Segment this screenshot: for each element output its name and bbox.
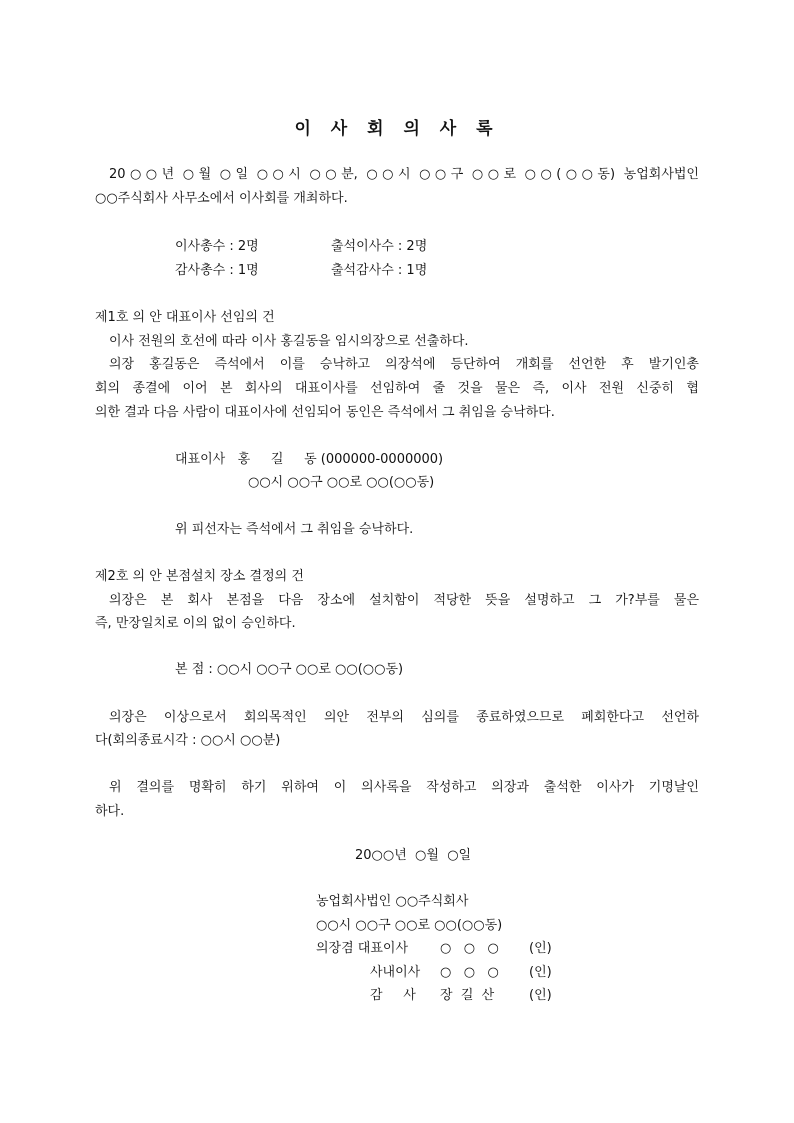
auditors-present: 출석감사수 : 1명 [331, 263, 428, 278]
document-title: 이 사 회 의 사 록 [294, 119, 500, 139]
auditor-role: 감 사 [370, 988, 416, 1003]
agenda1-paragraph-2-line-3: 의한 결과 다음 사람이 대표이사에 선임되어 동인은 즉석에서 그 취임을 승낙하다. [95, 405, 555, 420]
closing-line-2: 다(회의종료시각 : ○○시 ○○분) [95, 733, 281, 748]
headquarters-address: 본 점 : ○○시 ○○구 ○○로 ○○(○○동) [175, 662, 404, 677]
director-role: 사내이사 [370, 965, 421, 980]
agenda2-paragraph-line-1: 의장은 본 회사 본점을 다음 장소에 설치함이 적당한 뜻을 설명하고 그 가?부를 물은 [109, 593, 699, 608]
appointee-line: 대표이사 홍 길 동 (000000-0000000) [175, 452, 444, 467]
intro-line-1: 20○○년 ○월 ○일 ○○시 ○○분, ○○시 ○○구 ○○로 ○○(○○동) 농업회사법인 [109, 167, 699, 182]
agenda2-paragraph-line-2: 즉, 만장일치로 이의 없이 승인하다. [95, 616, 296, 631]
auditor-seal: (인) [529, 988, 552, 1003]
agenda1-paragraph-2-line-2: 회의 종결에 이어 본 회사의 대표이사를 선임하여 줄 것을 물은 즉, 이사 전원 신중히 협 [95, 381, 699, 396]
auditors-total: 감사총수 : 1명 [175, 263, 259, 278]
company-address: ○○시 ○○구 ○○로 ○○(○○동) [316, 918, 503, 933]
agenda1-paragraph-1: 이사 전원의 호선에 따라 이사 홍길동을 임시의장으로 선출하다. [109, 334, 469, 349]
directors-present: 출석이사수 : 2명 [331, 239, 428, 254]
auditor-name: 장 길 산 [440, 988, 495, 1003]
agenda1-heading: 제1호 의 안 대표이사 선임의 건 [95, 310, 275, 325]
agenda2-heading: 제2호 의 안 본점설치 장소 결정의 건 [95, 569, 304, 584]
chair-seal: (인) [529, 941, 552, 956]
closing-line-1: 의장은 이상으로서 회의목적인 의안 전부의 심의를 종료하였으므로 폐회한다고 선언하 [109, 710, 699, 725]
company-name: 농업회사법인 ○○주식회사 [316, 894, 469, 909]
appointee-address: ○○시 ○○구 ○○로 ○○(○○동) [248, 475, 435, 490]
acceptance-text: 위 피선자는 즉석에서 그 취임을 승낙하다. [175, 522, 414, 537]
chair-role: 의장겸 대표이사 [316, 941, 409, 956]
minutes-date: 20○○년 ○월 ○일 [355, 848, 472, 863]
director-seal: (인) [529, 965, 552, 980]
resolution-line-1: 위 결의를 명확히 하기 위하여 이 의사록을 작성하고 의장과 출석한 이사가 기명날인 [109, 780, 699, 795]
directors-total: 이사총수 : 2명 [175, 239, 259, 254]
resolution-line-2: 하다. [95, 804, 125, 819]
director-name: ○ ○ ○ [440, 965, 499, 980]
chair-name: ○ ○ ○ [440, 941, 499, 956]
agenda1-paragraph-2-line-1: 의장 홍길동은 즉석에서 이를 승낙하고 의장석에 등단하여 개회를 선언한 후 발기인총 [109, 357, 699, 372]
intro-line-2: ○○주식회사 사무소에서 이사회를 개최하다. [95, 191, 348, 206]
